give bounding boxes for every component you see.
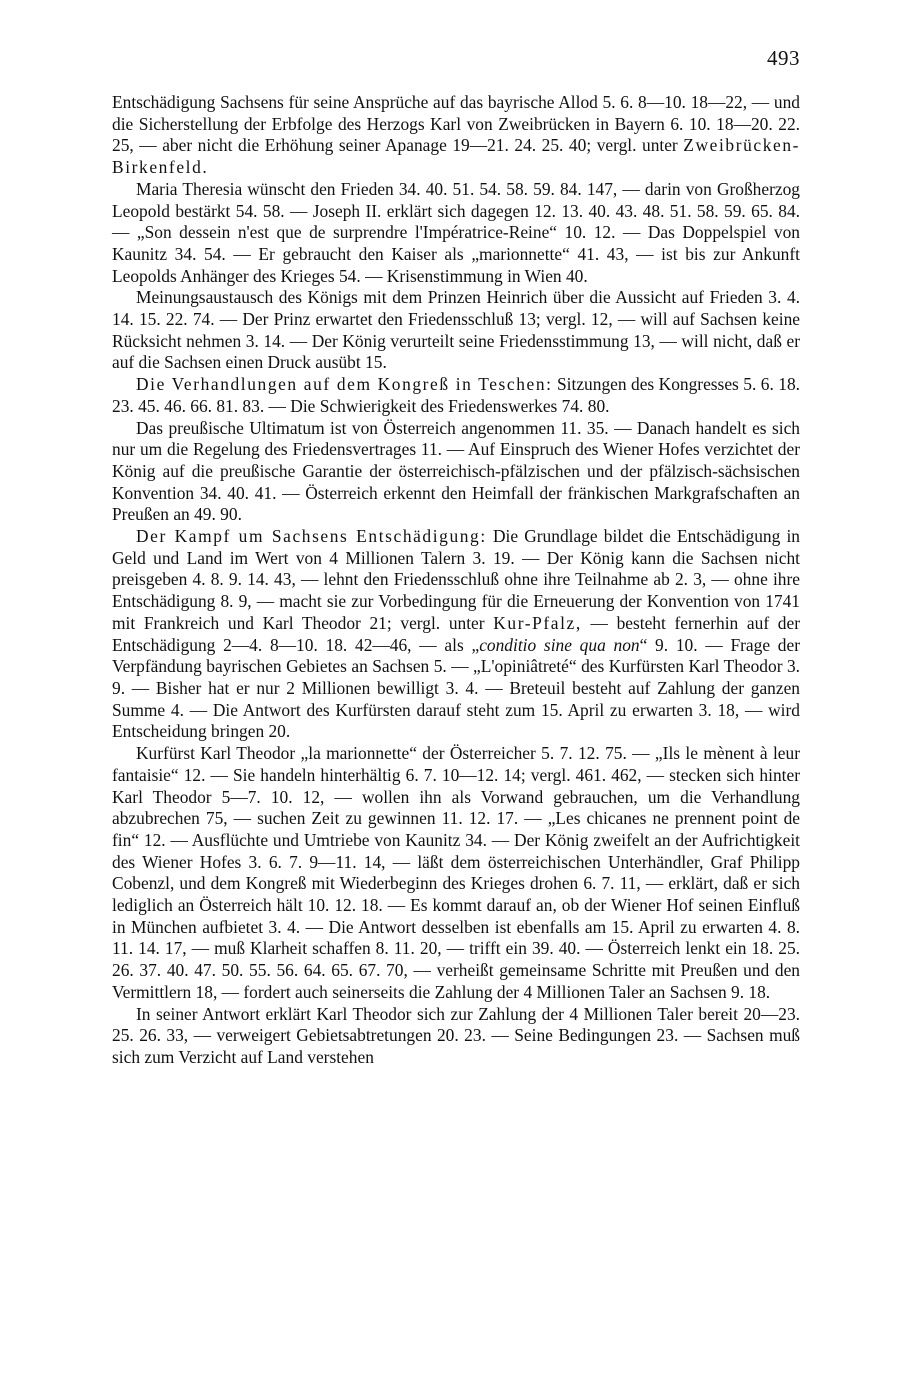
paragraph-text: Maria Theresia wünscht den Frieden 34. 40. 51. 54. 58. 59. 84. 147, — darin von Großherzog Leopold bestärkt 54. 58. — Joseph II. erklärt sich dagegen 12. 13. 40. 43. 48. 51. 58. 59. 65. 84. — „Son dessein n'est que de surprendre l'Impératrice-Reine“ 10. 12. — Das Doppelspiel von Kaunitz 34. 54. — Er gebraucht den Kaiser als „marionnette“ 41. 43, — ist bis zur Ankunft Leopolds Anhänger des Krieges 54. — Krisenstimmung in Wien 40.	[112, 178, 800, 286]
body-paragraph	[112, 92, 800, 179]
paragraph-text: Entschädigung Sachsens für seine Ansprüche auf das bayrische Allod 5. 6. 8—10. 18—22, — und die Sicherstellung der Erbfolge des Herzogs Karl von Zweibrücken in Bayern 6. 10. 18—20. 22. 25, — aber nicht die Erhöhung seiner Apanage 19—21. 24. 25. 40; vergl. unter	[112, 92, 800, 156]
paragraph-text: Die Grundlage bildet die Entschädigung in Geld und Land im Wert von 4 Millionen Talern 3. 19. — Der König kann die Sachsen nicht preisgeben 4. 8. 9. 14. 43, — lehnt den Friedensschluß ohne ihre Teilnahme ab 2. 3, — ohne ihre Entschädigung 8. 9, — macht sie zur Vorbedingung für die Erneuerung der Konvention von 1741 mit Frankreich und Karl Theodor 21; vergl. unter	[112, 526, 800, 633]
italic-text: conditio sine qua non	[479, 634, 640, 655]
body-paragraph	[112, 1004, 800, 1069]
body-paragraph	[112, 743, 800, 1003]
body-paragraph	[112, 179, 800, 288]
paragraph-text: In seiner Antwort erklärt Karl Theodor sich zur Zahlung der 4 Millionen Taler bereit 20—23. 25. 26. 33, — verweigert Gebietsabtretungen 20. 23. — Seine Bedingungen 23. — Sachsen muß sich zum Verzicht auf Land verstehen	[112, 1003, 800, 1067]
paragraph-text: Sitzungen des Kongresses 5. 6. 18. 23. 45. 46. 66. 81. 83. — Die Schwierigkeit des Friedenswerkes 74. 80.	[112, 374, 800, 416]
body-paragraph	[112, 418, 800, 527]
spaced-heading-text: Der Kampf um Sachsens Entschädigung:	[136, 526, 487, 547]
spaced-heading-text: Kur-Pfalz,	[493, 612, 582, 633]
paragraph-text: “ 9. 10. — Frage der Verpfändung bayrischen Gebietes an Sachsen 5. — „L'opiniâtreté“ des Kurfürsten Karl Theodor 3. 9. — Bisher hat er nur 2 Millionen bewilligt 3. 4. — Breteuil besteht auf Zahlung der ganzen Summe 4. — Die Antwort des Kurfürsten darauf steht zum 15. April zu erwarten 3. 18, — wird Entscheidung bringen 20.	[112, 634, 800, 742]
paragraph-text: Kurfürst Karl Theodor „la marionnette“ der Österreicher 5. 7. 12. 75. — „Ils le mènent à leur fantaisie“ 12. — Sie handeln hinterhältig 6. 7. 10—12. 14; vergl. 461. 462, — stecken sich hinter Karl Theodor 5—7. 10. 12, — wollen ihn als Vorwand gebrauchen, um die Verhandlung abzubrechen 75, — suchen Zeit zu gewinnen 11. 12. 17. — „Les chicanes ne prennent point de fin“ 12. — Ausflüchte und Umtriebe von Kaunitz 34. — Der König zweifelt an der Aufrichtigkeit des Wiener Hofes 3. 6. 7. 9—11. 14, — läßt dem österreichischen Unterhändler, Graf Philipp Cobenzl, und dem Kongreß mit Wiederbeginn des Krieges drohen 6. 7. 11, — erklärt, daß er sich lediglich an Österreich hält 10. 12. 18. — Es kommt darauf an, ob der Wiener Hof seinen Einfluß in München aufbietet 3. 4. — Die Antwort desselben ist ebenfalls am 15. April zu erwarten 4. 8. 11. 14. 17, — muß Klarheit schaffen 8. 11. 20, — trifft ein 39. 40. — Österreich lenkt ein 18. 25. 26. 37. 40. 47. 50. 55. 56. 64. 65. 67. 70, — verheißt gemeinsame Schritte mit Preußen und den Vermittlern 18, — fordert auch seinerseits die Zahlung der 4 Millionen Taler an Sachsen 9. 18.	[112, 743, 800, 1002]
page-number: 493	[767, 46, 800, 70]
paragraph-text: Meinungsaustausch des Königs mit dem Prinzen Heinrich über die Aussicht auf Frieden 3. 4. 14. 15. 22. 74. — Der Prinz erwartet den Friedensschluß 13; vergl. 12, — will auf Sachsen keine Rücksicht nehmen 3. 14. — Der König verurteilt seine Friedensstimmung 13, — will nicht, daß er auf die Sachsen einen Druck ausübt 15.	[112, 287, 800, 373]
body-paragraph	[112, 287, 800, 374]
paragraph-text: — besteht fernerhin auf der Entschädigung 2—4. 8—10. 18. 42—46, — als „	[112, 612, 801, 655]
body-paragraph	[112, 374, 800, 417]
page-body	[112, 92, 800, 1069]
spaced-heading-text: Die Verhandlungen auf dem Kongreß in Teschen:	[136, 374, 553, 395]
body-paragraph	[112, 526, 800, 743]
spaced-heading-text: Zweibrücken-Birkenfeld.	[112, 135, 800, 178]
paragraph-text: Das preußische Ultimatum ist von Österreich angenommen 11. 35. — Danach handelt es sich nur um die Regelung des Friedensvertrages 11. — Auf Einspruch des Wiener Hofes verzichtet der König auf die preußische Garantie der österreichisch-pfälzischen und der pfälzisch-sächsischen Konvention 34. 40. 41. — Österreich erkennt den Heimfall der fränkischen Markgrafschaften an Preußen an 49. 90.	[112, 417, 800, 525]
